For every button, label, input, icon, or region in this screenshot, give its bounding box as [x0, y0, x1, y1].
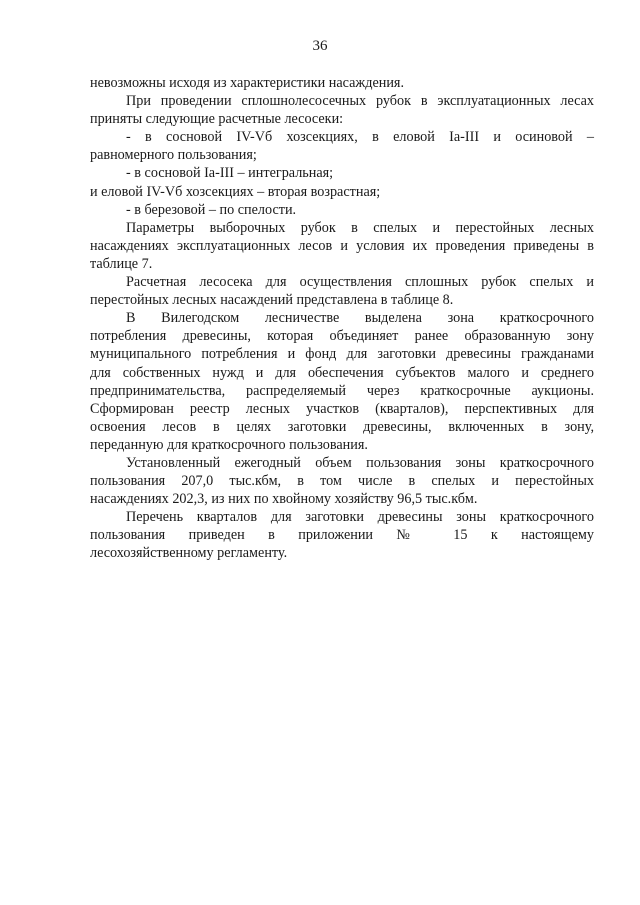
text-line: освоения лесов в целях заготовки древесины, включенных в зону, [90, 418, 594, 435]
text-line: и еловой IV-Vб хозсекциях – вторая возрастная; [90, 183, 381, 200]
text-line: В Вилегодском лесничестве выделена зона краткосрочного [126, 310, 594, 327]
list-item [90, 164, 594, 182]
text-line: Перечень кварталов для заготовки древесины зоны краткосрочного [126, 509, 594, 526]
text-line: равномерного пользования; [90, 147, 257, 164]
text-line: предпринимательства, распределяемый через краткосрочные аукционы. [90, 382, 594, 399]
paragraph [90, 92, 594, 128]
text-line: муниципального потребления и фонд для заготовки древесины гражданами [90, 346, 594, 363]
text-line: - в сосновой Ia-III – интегральная; [126, 165, 334, 182]
text-line: Установленный ежегодный объем пользования зоны краткосрочного [126, 454, 594, 471]
list-item [90, 128, 594, 164]
text-line: перестойных лесных насаждений представлена в таблице 8. [90, 292, 454, 309]
paragraph [90, 273, 594, 309]
text-line: таблице 7. [90, 255, 153, 272]
page-number: 36 [312, 38, 328, 54]
list-item-continuation [90, 183, 594, 201]
text-line: насаждениях эксплуатационных лесов и условия их проведения приведены в [90, 237, 594, 254]
text-line: потребления древесины, которая объединяет ранее образованную зону [90, 328, 594, 345]
text-line: - в сосновой IV-Vб хозсекциях, в еловой Ia-III и осиновой – [126, 129, 594, 146]
text-line: приняты следующие расчетные лесосеки: [90, 111, 344, 128]
paragraph [90, 74, 594, 92]
text-line: насаждениях 202,3, из них по хвойному хозяйству 96,5 тыс.кбм. [90, 491, 478, 508]
text-line: пользования приведен в приложении № 15 к настоящему [90, 527, 594, 544]
text-line: - в березовой – по спелости. [126, 201, 297, 218]
paragraph [90, 309, 594, 454]
document-body [90, 74, 594, 563]
text-line: При проведении сплошнолесосечных рубок в эксплуатационных лесах [126, 93, 594, 110]
text-line: Параметры выборочных рубок в спелых и перестойных лесных [126, 219, 594, 236]
paragraph [90, 219, 594, 273]
list-item [90, 201, 594, 219]
text-line: переданную для краткосрочного пользования. [90, 436, 368, 453]
text-line: Расчетная лесосека для осуществления сплошных рубок спелых и [126, 274, 594, 291]
text-line: невозможны исходя из характеристики насаждения. [90, 75, 404, 91]
text-line: Сформирован реестр лесных участков (кварталов), перспективных для [90, 400, 594, 417]
text-line: для собственных нужд и для обеспечения субъектов малого и среднего [90, 364, 594, 381]
paragraph [90, 508, 594, 562]
text-line: лесохозяйственному регламенту. [90, 545, 288, 562]
text-line: пользования 207,0 тыс.кбм, в том числе в спелых и перестойных [90, 473, 594, 490]
paragraph [90, 454, 594, 508]
